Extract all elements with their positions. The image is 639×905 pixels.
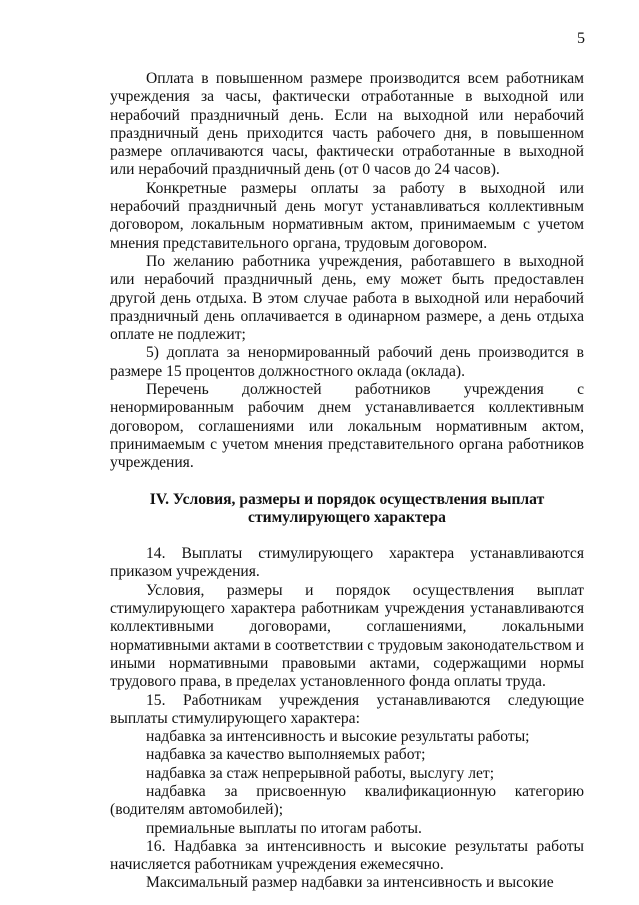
paragraph-item-16: 16. Надбавка за интенсивность и высокие результаты работы начисляется работникам учреждения ежемесячно.: [110, 837, 584, 874]
paragraph-specific-payment-sizes: Конкретные размеры оплаты за работу в выходной или нерабочий праздничный день могут устанавливаться коллективным договором, локальным нормативным актом, принимаемым с учетом мнения представительного органа, трудовым договором.: [110, 179, 584, 252]
list-item-quality-bonus: надбавка за качество выполняемых работ;: [146, 746, 426, 764]
paragraph-item-14: 14. Выплаты стимулирующего характера устанавливаются приказом учреждения.: [110, 545, 584, 581]
paragraph-irregular-hours-positions: Перечень должностей работников учреждения с ненормированным рабочим днем устанавливается коллективным договором, соглашениями или локальным нормативным актом, принимаемым с учетом мнения представительного органа работников учреждения.: [110, 381, 584, 472]
section-heading-line-1: IV. Условия, размеры и порядок осуществления выплат: [149, 490, 545, 508]
paragraph-item-15: 15. Работникам учреждения устанавливаются следующие выплаты стимулирующего характера:: [110, 691, 584, 727]
list-item-qualification-bonus: надбавка за присвоенную квалификационную категорию (водителям автомобилей);: [110, 782, 584, 819]
list-item-intensity-bonus: надбавка за интенсивность и высокие результаты работы;: [146, 728, 530, 746]
list-item-seniority-bonus: надбавка за стаж непрерывной работы, выслугу лет;: [146, 764, 495, 782]
paragraph-overtime-payment: Оплата в повышенном размере производится всем работникам учреждения за часы, фактически отработанные в выходной или нерабочий праздничный день. Если на выходной или нерабочий праздничный день приходится часть рабочего дня, в повышенном размере оплачиваются часы, фактически отработанные в выходной или нерабочий праздничный день (от 0 часов до 24 часов).: [110, 70, 584, 179]
paragraph-conditions: Условия, размеры и порядок осуществления выплат стимулирующего характера работникам учреждения устанавливаются коллективными договорами, соглашениями, локальными нормативными актами в соответствии с трудовым законодательством и иными нормативными правовыми актами, содержащими нормы трудового права, в пределах установленного фонда оплаты труда.: [110, 581, 584, 691]
page-number: 5: [577, 30, 585, 47]
paragraph-irregular-hours-bonus: 5) доплата за ненормированный рабочий день производится в размере 15 процентов должностного оклада (оклада).: [110, 344, 584, 380]
list-item-bonus-payments: премиальные выплаты по итогам работы.: [146, 819, 422, 837]
paragraph-max-bonus: Максимальный размер надбавки за интенсивность и высокие: [146, 874, 554, 892]
paragraph-day-off-option: По желанию работника учреждения, работавшего в выходной или нерабочий праздничный день, ему может быть предоставлен другой день отдыха. В этом случае работа в выходной или нерабочий праздничный день оплачивается в одинарном размере, а день отдыха оплате не подлежит;: [110, 252, 584, 344]
section-heading-line-2: стимулирующего характера: [248, 508, 446, 526]
document-body: [110, 70, 584, 893]
section-heading: [110, 491, 584, 528]
